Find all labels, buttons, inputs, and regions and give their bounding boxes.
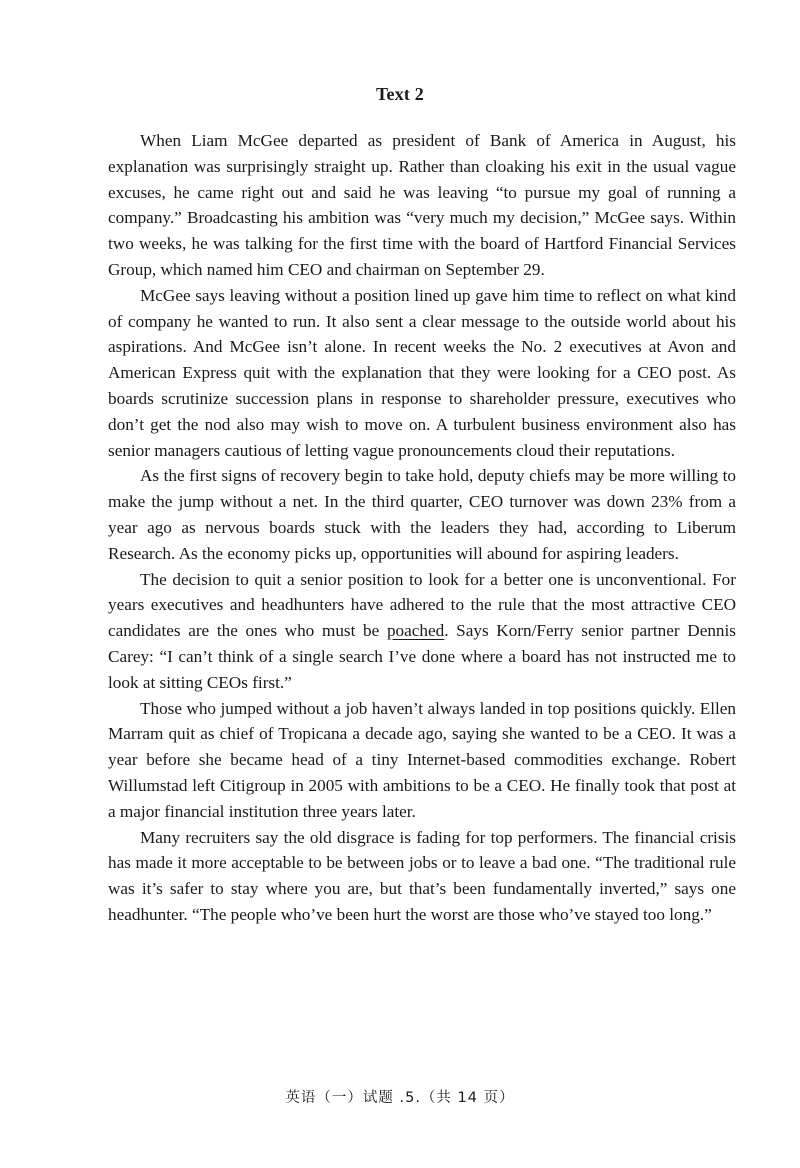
page-title: Text 2 <box>375 84 425 104</box>
paragraph-2 <box>108 283 736 464</box>
paragraph-text: Those who jumped without a job haven’t always landed in top positions quickly. Ellen Marram quit as chief of Tropicana a decade ago, saying she wanted to be a CEO. It was a year before she became head of a tiny Internet-based commodities exchange. Robert Willumstad left Citigroup in 2005 with ambitions to be a CEO. He finally took that post at a major financial institution three years later. <box>108 698 736 821</box>
paragraph-text: As the first signs of recovery begin to take hold, deputy chiefs may be more willing to make the jump without a net. In the third quarter, CEO turnover was down 23% from a year ago as nervous boards stuck with the leaders they had, according to Liberum Research. As the economy picks up, opportunities will abound for aspiring leaders. <box>108 466 736 563</box>
paragraph-text: The decision to quit a senior position to look for a better one is unconventional. For years executives and headhunters have adhered to the rule that the most attractive CEO candidates are the ones who must be <box>108 569 736 641</box>
paragraph-text: . Says Korn/Ferry senior partner Dennis Carey: “I can’t think of a single search I’ve done where a board has not instructed me to look at sitting CEOs first.” <box>108 621 736 692</box>
paragraph-6 <box>108 825 736 928</box>
paragraph-1 <box>108 128 736 283</box>
page-footer: 英语（一）试题 .5.（共 14 页） <box>285 1090 515 1106</box>
paragraph-text: McGee says leaving without a position lined up gave him time to reflect on what kind of company he wanted to run. It also sent a clear message to the outside world about his aspirations. And McGee isn’t alone. In recent weeks the No. 2 executives at Avon and American Express quit with the explanation that they were looking for a CEO post. As boards scrutinize succession plans in response to shareholder pressure, executives who don’t get the nod also may wish to move on. A turbulent business environment also has senior managers cautious of letting vague pronouncements cloud their reputations. <box>108 285 736 460</box>
paragraph-4 <box>108 567 736 696</box>
paragraph-text: Many recruiters say the old disgrace is fading for top performers. The financial crisis has made it more acceptable to be between jobs or to leave a bad one. “The traditional rule was it’s safer to stay where you are, but that’s been fundamentally inverted,” says one headhunter. “The people who’ve been hurt the worst are those who’ve stayed too long.” <box>108 827 736 924</box>
underlined-word-poached: poached <box>386 621 445 641</box>
passage-body <box>108 128 736 928</box>
paragraph-3 <box>108 463 736 566</box>
paragraph-text: When Liam McGee departed as president of Bank of America in August, his explanation was surprisingly straight up. Rather than cloaking his exit in the usual vague excuses, he came right out and said he was leaving “to pursue my goal of running a company.” Broadcasting his ambition was “very much my decision,” McGee says. Within two weeks, he was talking for the first time with the board of Hartford Financial Services Group, which named him CEO and chairman on September 29. <box>108 131 736 279</box>
paragraph-5 <box>108 696 736 825</box>
